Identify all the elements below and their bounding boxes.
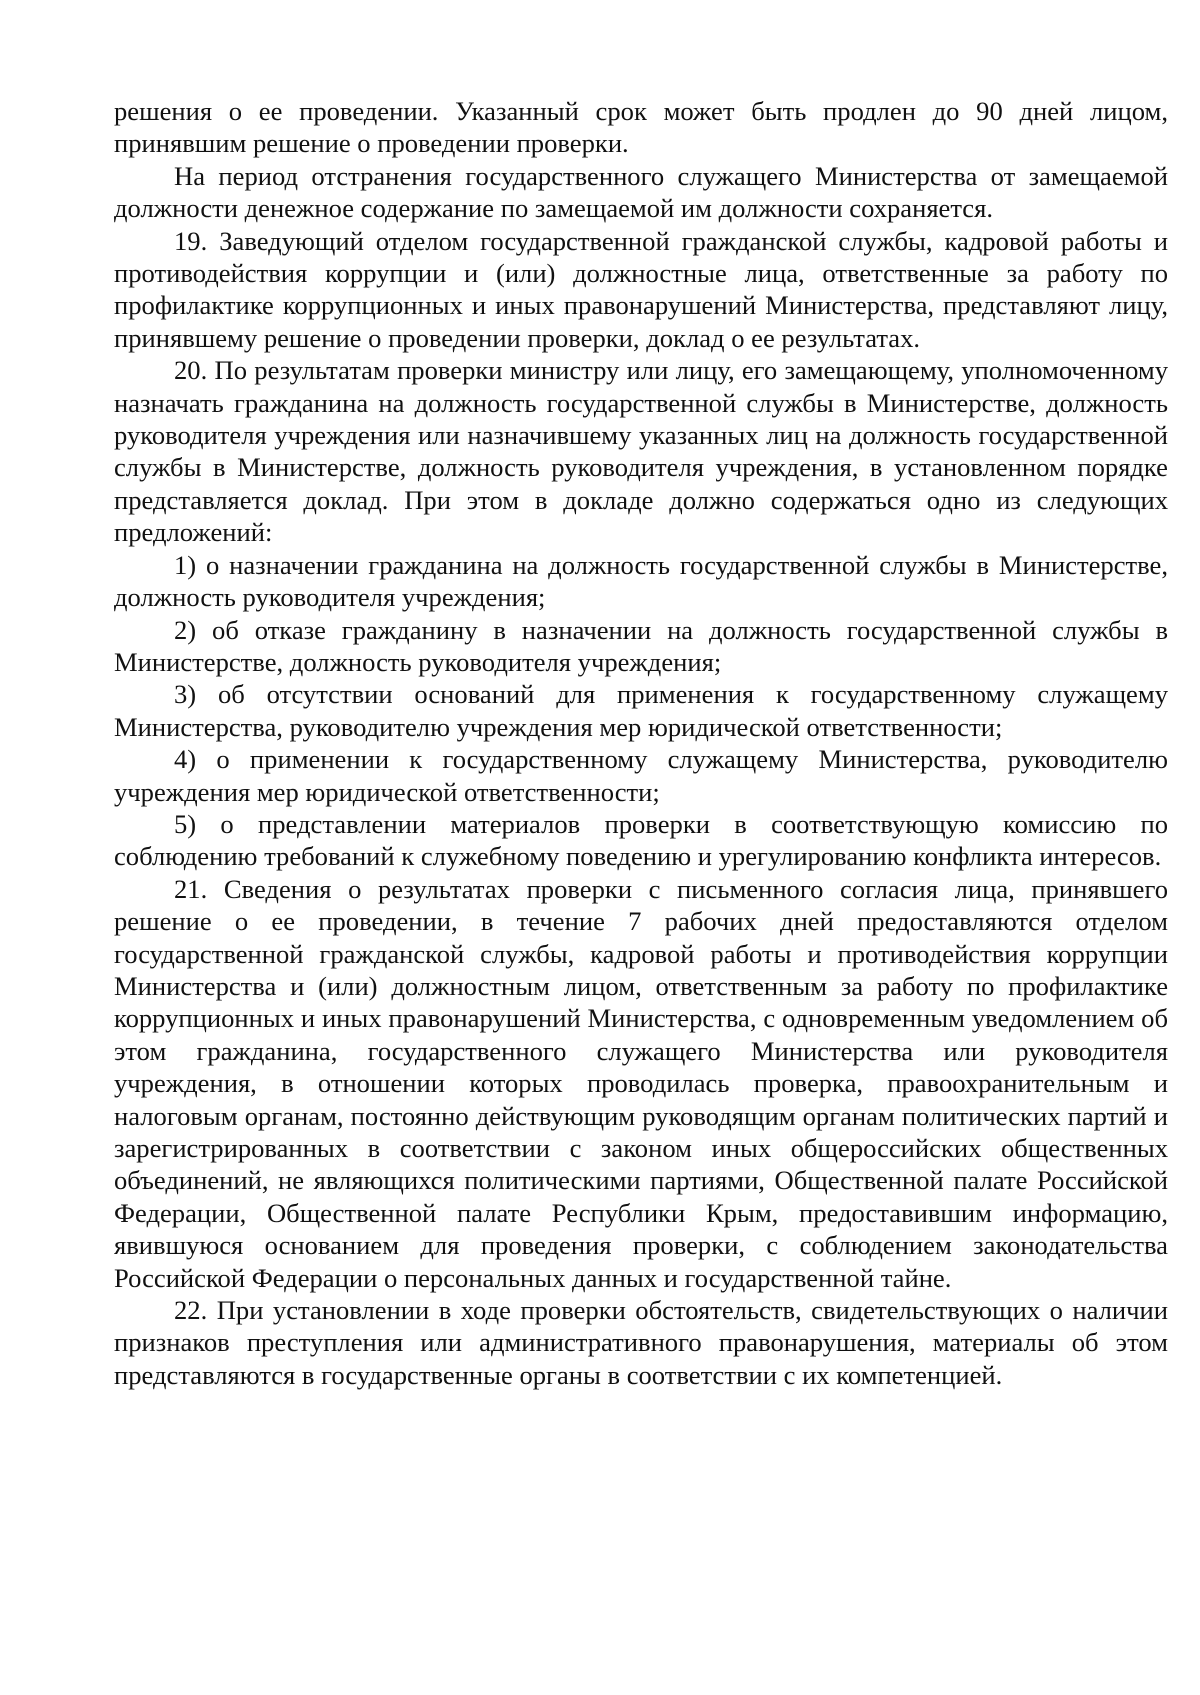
- paragraph-suspension-salary: На период отстранения государственного служащего Министерства от замещаемой должности денежное содержание по замещаемой им должности сохраняется.: [114, 160, 1168, 224]
- list-item-2: 2) об отказе гражданину в назначении на должность государственной службы в Министерстве, должность руководителя учреждения;: [114, 614, 1168, 677]
- list-item-1: 1) о назначении гражданина на должность государственной службы в Министерстве, должность руководителя учреждения;: [114, 549, 1168, 613]
- document-body: [114, 95, 1168, 1391]
- paragraph-20: 20. По результатам проверки министру или лицу, его замещающему, уполномоченному назначать гражданина на должность государственной службы в Министерстве, должность руководителя учреждения или назначившему указанных лиц на должность государственной службы в Министерстве, должность руководителя учреждения, в установленном порядке представляется доклад. При этом в докладе должно содержаться одно из следующих предложений:: [114, 355, 1168, 548]
- paragraph-19: 19. Заведующий отделом государственной гражданской службы, кадровой работы и противодействия коррупции и (или) должностные лица, ответственные за работу по профилактике коррупционных и иных правонарушений Министерства, представляют лицу, принявшему решение о проведении проверки, доклад о ее результатах.: [114, 225, 1168, 353]
- list-item-5: 5) о представлении материалов проверки в соответствующую комиссию по соблюдению требований к служебному поведению и урегулированию конфликта интересов.: [114, 808, 1168, 872]
- paragraph-21: 21. Сведения о результатах проверки с письменного согласия лица, принявшего решение о ее проведении, в течение 7 рабочих дней предоставляются отделом государственной гражданской службы, кадровой работы и противодействия коррупции Министерства и (или) должностным лицом, ответственным за работу по профилактике коррупционных и иных правонарушений Министерства, с одновременным уведомлением об этом гражданина, государственного служащего Министерства или руководителя учреждения, в отношении которых проводилась проверка, правоохранительным и налоговым органам, постоянно действующим руководящим органам политических партий и зарегистрированных в соответствии с законом иных общероссийских общественных объединений, не являющихся политическими партиями, Общественной палате Российской Федерации, Общественной палате Республики Крым, предоставившим информацию, явившуюся основанием для проведения проверки, с соблюдением законодательства Российской Федерации о персональных данных и государственной тайне.: [114, 873, 1168, 1293]
- paragraph-continuation: решения о ее проведении. Указанный срок может быть продлен до 90 дней лицом, принявшим решение о проведении проверки.: [114, 96, 1168, 159]
- list-item-3: 3) об отсутствии оснований для применения к государственному служащему Министерства, руководителю учреждения мер юридической ответственности;: [114, 679, 1168, 742]
- list-item-4: 4) о применении к государственному служащему Министерства, руководителю учреждения мер юридической ответственности;: [114, 744, 1168, 807]
- paragraph-22: 22. При установлении в ходе проверки обстоятельств, свидетельствующих о наличии признаков преступления или административного правонарушения, материалы об этом представляются в государственные органы в соответствии с их компетенцией.: [114, 1295, 1168, 1390]
